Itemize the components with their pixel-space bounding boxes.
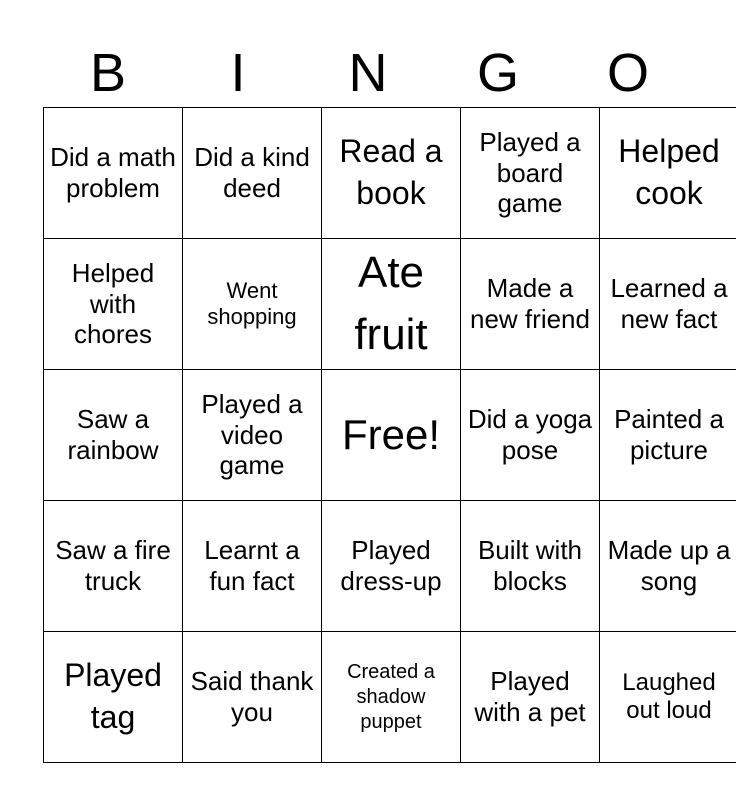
bingo-cell[interactable]: Learnt a fun fact <box>183 501 322 632</box>
header-letter-g: G <box>476 43 519 103</box>
board-row <box>44 108 736 239</box>
board-row <box>44 501 736 632</box>
bingo-cell[interactable]: Saw a fire truck <box>44 501 183 632</box>
bingo-board <box>43 107 736 763</box>
bingo-cell[interactable]: Played a video game <box>183 370 322 501</box>
bingo-cell[interactable]: Played dress-up <box>322 501 461 632</box>
bingo-cell[interactable]: Read a book <box>322 108 461 239</box>
header-letter-n: N <box>348 43 388 103</box>
bingo-cell[interactable]: Saw a rainbow <box>44 370 183 501</box>
bingo-cell[interactable]: Made up a song <box>600 501 736 632</box>
board-row <box>44 632 736 763</box>
header-letter-i: I <box>230 43 246 103</box>
bingo-cell[interactable]: Laughed out loud <box>600 632 736 763</box>
bingo-cell[interactable]: Helped with chores <box>44 239 183 370</box>
bingo-cell[interactable]: Did a yoga pose <box>461 370 600 501</box>
bingo-cell[interactable]: Played tag <box>44 632 183 763</box>
bingo-cell[interactable]: Created a shadow puppet <box>322 632 461 763</box>
board-row <box>44 239 736 370</box>
bingo-cell[interactable]: Did a math problem <box>44 108 183 239</box>
board-row <box>44 370 736 501</box>
bingo-cell[interactable]: Built with blocks <box>461 501 600 632</box>
header-letter-o: O <box>606 43 649 103</box>
bingo-cell[interactable]: Helped cook <box>600 108 736 239</box>
bingo-cell[interactable]: Played with a pet <box>461 632 600 763</box>
bingo-cell[interactable]: Went shopping <box>183 239 322 370</box>
bingo-cell[interactable]: Said thank you <box>183 632 322 763</box>
bingo-cell[interactable]: Learned a new fact <box>600 239 736 370</box>
bingo-cell[interactable]: Made a new friend <box>461 239 600 370</box>
bingo-cell[interactable]: Painted a picture <box>600 370 736 501</box>
bingo-cell[interactable]: Did a kind deed <box>183 108 322 239</box>
bingo-cell[interactable]: Ate fruit <box>322 239 461 370</box>
free-space[interactable]: Free! <box>322 370 461 501</box>
header-letter-b: B <box>89 43 127 103</box>
bingo-header <box>43 38 693 108</box>
bingo-cell[interactable]: Played a board game <box>461 108 600 239</box>
